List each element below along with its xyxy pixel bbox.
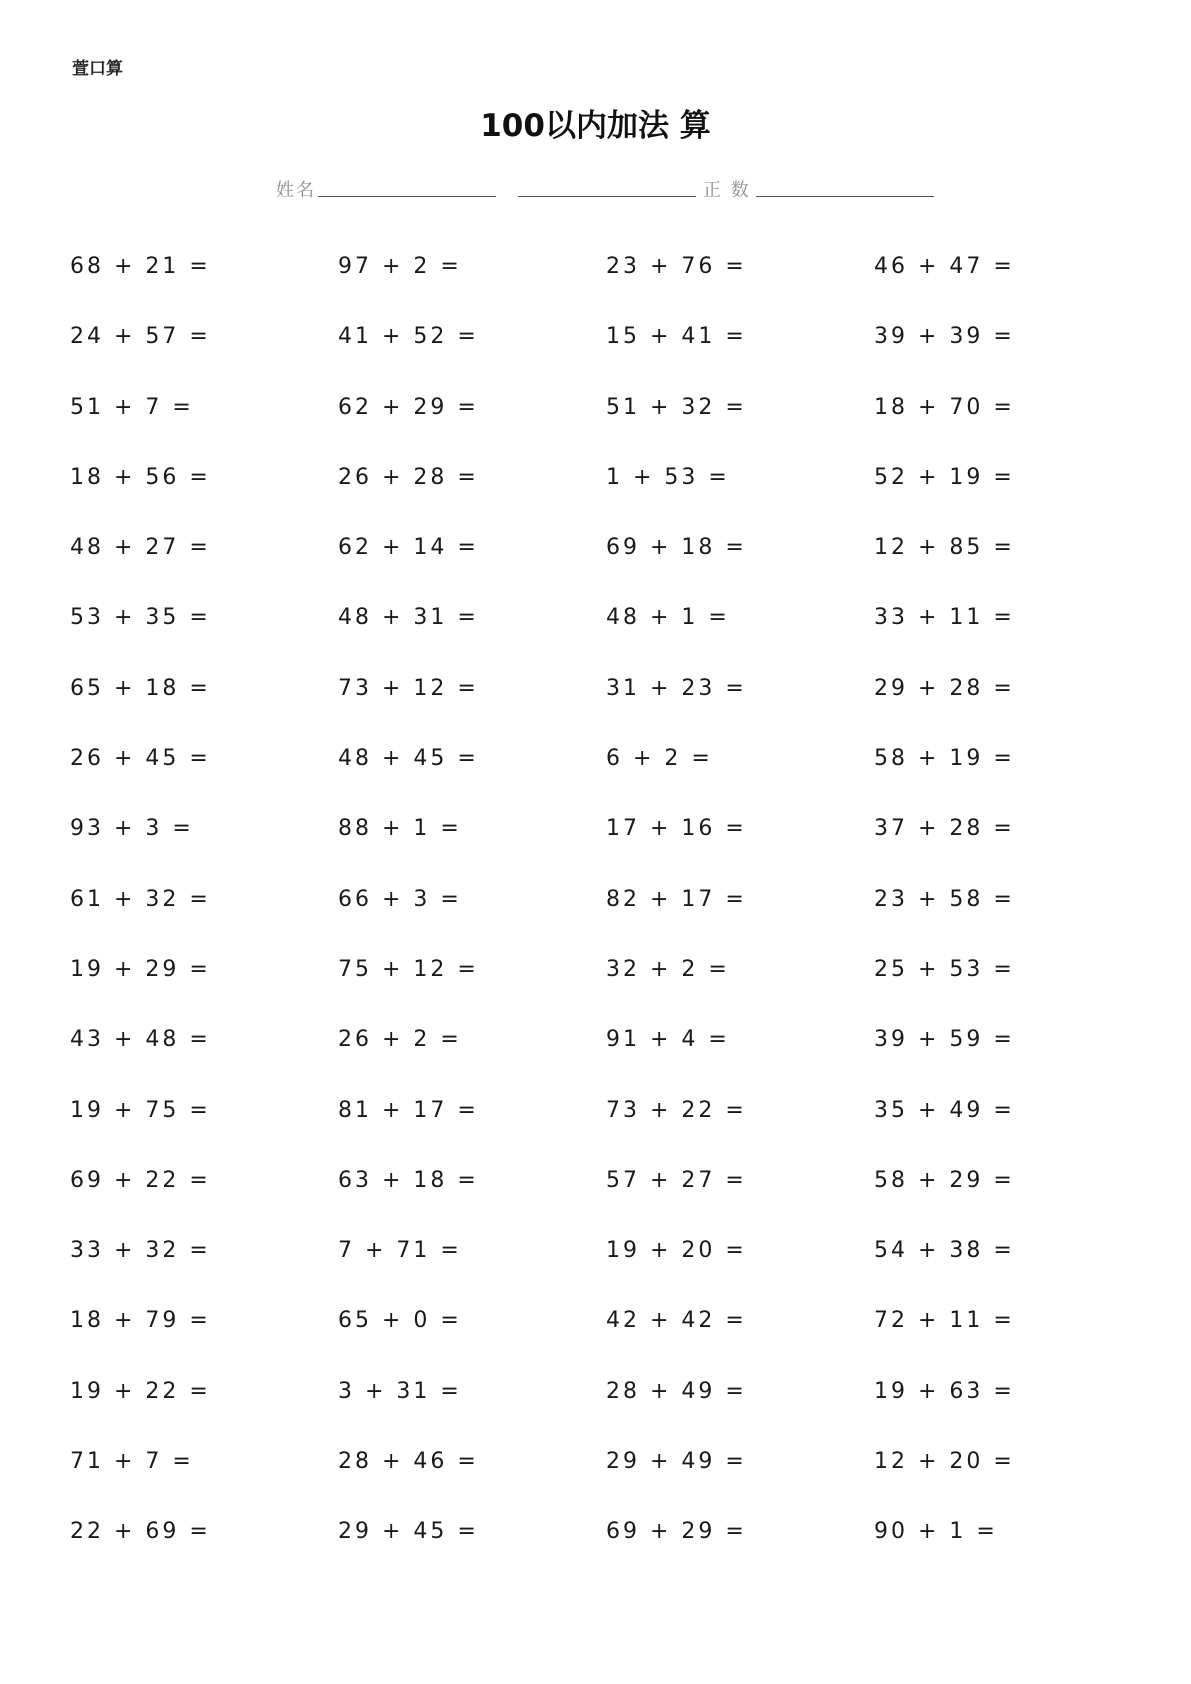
corner-label: 萱口算 — [72, 59, 123, 79]
problem-row — [70, 885, 1150, 955]
problem-item: 62 + 29 = — [338, 394, 479, 420]
problem-item: 1 + 53 = — [606, 464, 730, 490]
problem-item: 3 + 31 = — [338, 1378, 462, 1404]
problem-item: 69 + 18 = — [606, 535, 747, 561]
problem-item: 43 + 48 = — [70, 1027, 211, 1053]
problem-item: 12 + 20 = — [874, 1449, 1015, 1475]
problem-item: 93 + 3 = — [70, 816, 194, 842]
problem-grid — [70, 252, 1150, 1588]
problem-item: 58 + 29 = — [874, 1167, 1015, 1193]
problem-item: 25 + 53 = — [874, 956, 1015, 982]
score-blank-line[interactable] — [756, 196, 934, 197]
problem-item: 41 + 52 = — [338, 324, 479, 350]
problem-item: 17 + 16 = — [606, 816, 747, 842]
problem-row — [70, 603, 1150, 673]
problem-item: 42 + 42 = — [606, 1308, 747, 1334]
problem-row — [70, 1517, 1150, 1587]
problem-row — [70, 744, 1150, 814]
problem-row — [70, 814, 1150, 884]
problem-item: 29 + 49 = — [606, 1449, 747, 1475]
problem-item: 46 + 47 = — [874, 254, 1015, 279]
problem-item: 65 + 0 = — [338, 1308, 462, 1334]
problem-row — [70, 393, 1150, 463]
problem-item: 97 + 2 = — [338, 254, 462, 279]
problem-item: 33 + 11 = — [874, 605, 1015, 631]
problem-item: 29 + 45 = — [338, 1519, 479, 1545]
problem-item: 37 + 28 = — [874, 816, 1015, 842]
problem-row — [70, 674, 1150, 744]
info-row — [0, 176, 1191, 206]
problem-item: 15 + 41 = — [606, 324, 747, 350]
problem-item: 12 + 85 = — [874, 535, 1015, 561]
problem-item: 32 + 2 = — [606, 956, 730, 982]
problem-item: 26 + 28 = — [338, 464, 479, 490]
name-label: 姓名 — [276, 180, 316, 201]
problem-item: 28 + 46 = — [338, 1449, 479, 1475]
problem-item: 75 + 12 = — [338, 956, 479, 982]
problem-item: 19 + 75 = — [70, 1097, 211, 1123]
problem-item: 23 + 58 = — [874, 886, 1015, 912]
problem-item: 48 + 45 = — [338, 746, 479, 772]
problem-item: 18 + 79 = — [70, 1308, 211, 1334]
name-blank-line[interactable] — [318, 196, 496, 197]
problem-item: 69 + 22 = — [70, 1167, 211, 1193]
problem-row — [70, 1306, 1150, 1376]
problem-item: 71 + 7 = — [70, 1449, 194, 1475]
problem-row — [70, 955, 1150, 1025]
problem-item: 48 + 27 = — [70, 535, 211, 561]
problem-item: 63 + 18 = — [338, 1167, 479, 1193]
problem-item: 73 + 22 = — [606, 1097, 747, 1123]
problem-item: 19 + 63 = — [874, 1378, 1015, 1404]
problem-item: 48 + 1 = — [606, 605, 730, 631]
problem-item: 72 + 11 = — [874, 1308, 1015, 1334]
problem-item: 19 + 29 = — [70, 956, 211, 982]
problem-item: 39 + 39 = — [874, 324, 1015, 350]
problem-item: 66 + 3 = — [338, 886, 462, 912]
problem-item: 69 + 29 = — [606, 1519, 747, 1545]
problem-row — [70, 1166, 1150, 1236]
problem-item: 61 + 32 = — [70, 886, 211, 912]
problem-item: 28 + 49 = — [606, 1378, 747, 1404]
problem-item: 82 + 17 = — [606, 886, 747, 912]
problem-item: 31 + 23 = — [606, 675, 747, 701]
problem-item: 26 + 45 = — [70, 746, 211, 772]
problem-item: 81 + 17 = — [338, 1097, 479, 1123]
problem-item: 90 + 1 = — [874, 1519, 998, 1545]
problem-row — [70, 1025, 1150, 1095]
problem-item: 54 + 38 = — [874, 1238, 1015, 1264]
problem-item: 19 + 20 = — [606, 1238, 747, 1264]
problem-item: 19 + 22 = — [70, 1378, 211, 1404]
problem-item: 51 + 32 = — [606, 394, 747, 420]
problem-item: 39 + 59 = — [874, 1027, 1015, 1053]
problem-item: 24 + 57 = — [70, 324, 211, 350]
problem-item: 18 + 70 = — [874, 394, 1015, 420]
problem-row — [70, 1236, 1150, 1306]
problem-row — [70, 252, 1150, 322]
score-label: 正 数 — [703, 180, 751, 201]
problem-item: 7 + 71 = — [338, 1238, 462, 1264]
problem-item: 51 + 7 = — [70, 394, 194, 420]
problem-row — [70, 1096, 1150, 1166]
problem-item: 57 + 27 = — [606, 1167, 747, 1193]
problem-item: 73 + 12 = — [338, 675, 479, 701]
problem-item: 26 + 2 = — [338, 1027, 462, 1053]
problem-item: 68 + 21 = — [70, 254, 211, 279]
problem-item: 33 + 32 = — [70, 1238, 211, 1264]
problem-item: 48 + 31 = — [338, 605, 479, 631]
problem-item: 53 + 35 = — [70, 605, 211, 631]
problem-item: 35 + 49 = — [874, 1097, 1015, 1123]
problem-item: 88 + 1 = — [338, 816, 462, 842]
problem-item: 22 + 69 = — [70, 1519, 211, 1545]
problem-item: 18 + 56 = — [70, 464, 211, 490]
problem-row — [70, 463, 1150, 533]
problem-row — [70, 533, 1150, 603]
problem-item: 91 + 4 = — [606, 1027, 730, 1053]
problem-row — [70, 322, 1150, 392]
problem-item: 23 + 76 = — [606, 254, 747, 279]
problem-item: 29 + 28 = — [874, 675, 1015, 701]
problem-row — [70, 1377, 1150, 1447]
problem-item: 6 + 2 = — [606, 746, 713, 772]
class-blank-line[interactable] — [518, 196, 696, 197]
problem-item: 58 + 19 = — [874, 746, 1015, 772]
problem-row — [70, 1447, 1150, 1517]
problem-item: 65 + 18 = — [70, 675, 211, 701]
page-title: 100以内加法 算 — [480, 108, 711, 144]
problem-item: 52 + 19 = — [874, 464, 1015, 490]
problem-item: 62 + 14 = — [338, 535, 479, 561]
